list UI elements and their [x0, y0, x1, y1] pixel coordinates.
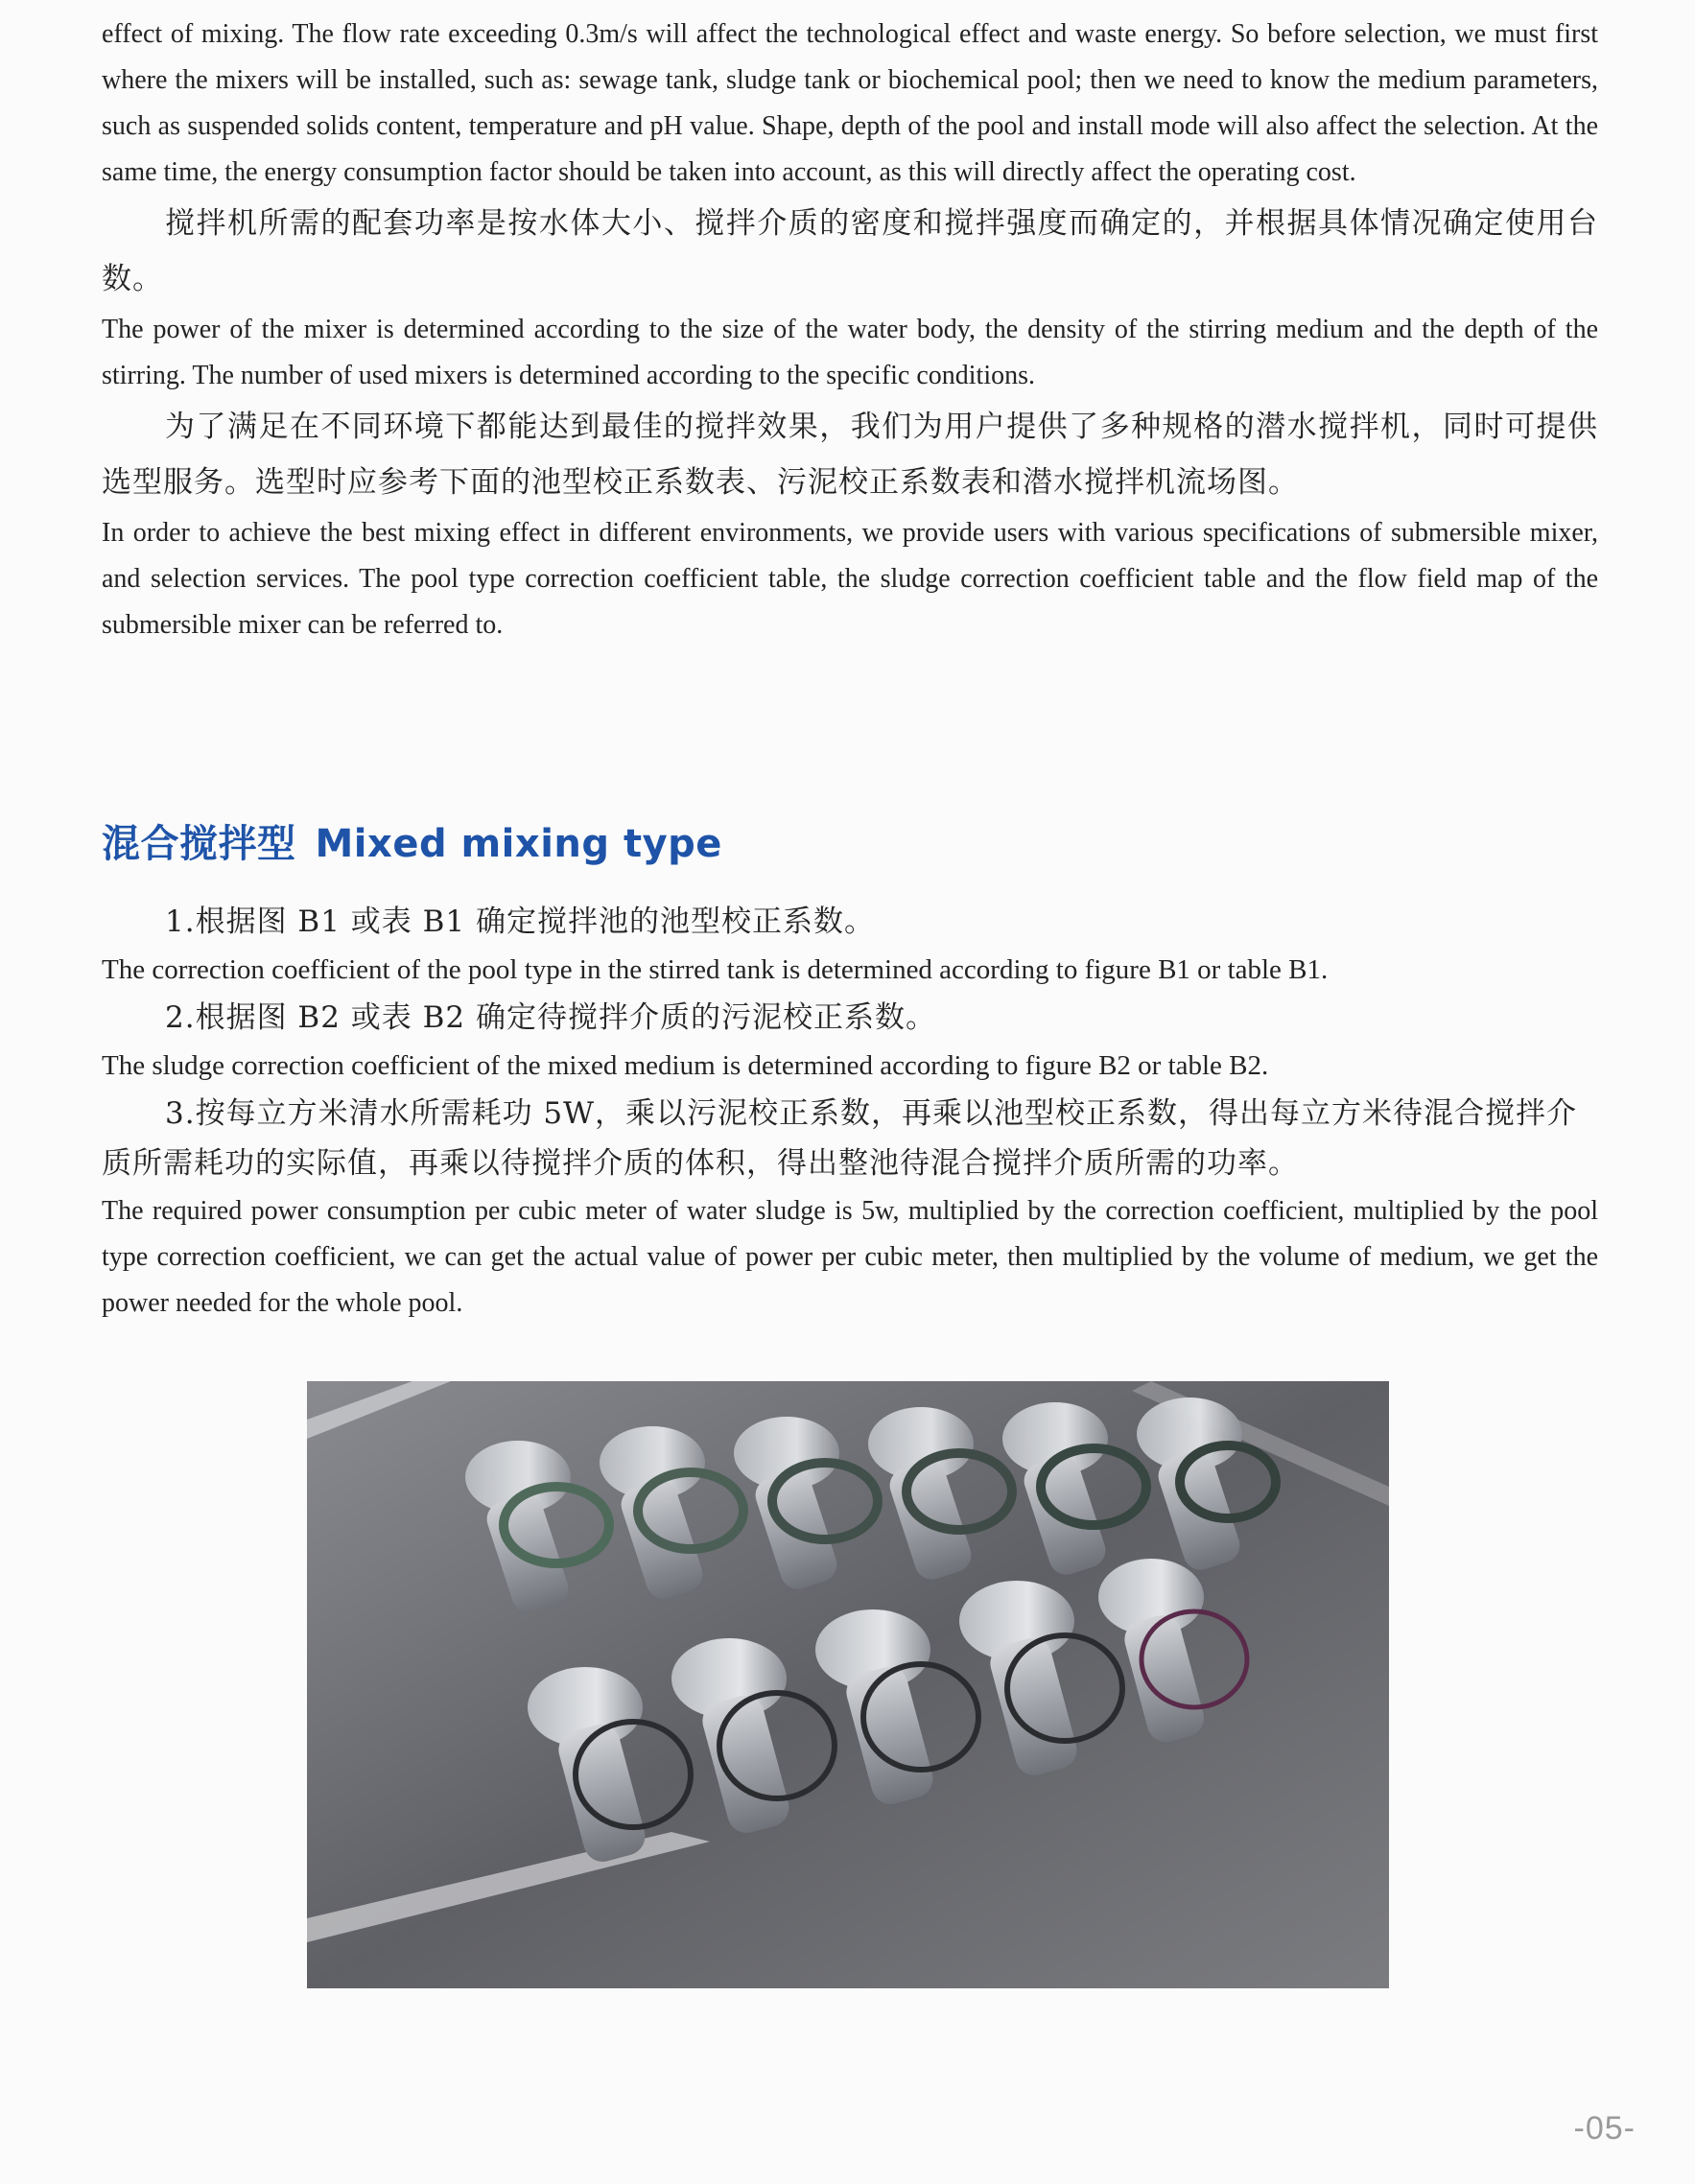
en-paragraph-2: The power of the mixer is determined according to the size of the water body, the density of the stirring medium and the depth of the stirring. The number of used mixers is determined according to the specific conditions. — [102, 315, 1598, 390]
zh-paragraph-1: 搅拌机所需的配套功率是按水体大小、搅拌介质的密度和搅拌强度而确定的，并根据具体情况确定使用台数。 — [102, 206, 1598, 296]
en-paragraph-1: effect of mixing. The flow rate exceeding 0.3m/s will affect the technological effect and waste energy. So before selection, we must first where the mixers will be installed, such as: sewage tank, sludge tank or biochemical pool; then we need to know the medium parameters, such as suspended solids content, temperature and pH value. Shape, depth of the pool and install mode will also affect the selection. At the same time, the energy consumption factor should be taken into account, as this will directly affect the operating cost. — [102, 19, 1598, 187]
mixers-photo-illustration — [307, 1381, 1389, 1988]
section-title-en: Mixed mixing type — [315, 822, 722, 866]
zh-paragraph-2: 为了满足在不同环境下都能达到最佳的搅拌效果，我们为用户提供了多种规格的潜水搅拌机，同时可提供选型服务。选型时应参考下面的池型校正系数表、污泥校正系数表和潜水搅拌机流场图。 — [102, 410, 1598, 500]
page-number: -05- — [1573, 2110, 1636, 2147]
section-text-block — [102, 897, 1598, 1327]
step-2-en: The sludge correction coefficient of the mixed medium is determined according to figure B2 or table B2. — [102, 1050, 1269, 1081]
step-1-zh: 1.根据图 B1 或表 B1 确定搅拌池的池型校正系数。 — [165, 904, 875, 939]
mixers-photo — [307, 1381, 1389, 1988]
step-2-zh: 2.根据图 B2 或表 B2 确定待搅拌介质的污泥校正系数。 — [165, 1000, 936, 1035]
en-paragraph-3: In order to achieve the best mixing effect in different environments, we provide users with various specifications of submersible mixer, and selection services. The pool type correction coefficient table, the sludge correction coefficient table and the flow field map of the submersible mixer can be referred to. — [102, 518, 1598, 640]
section-title — [102, 813, 722, 868]
top-text-block — [102, 12, 1598, 648]
section-title-zh: 混合搅拌型 — [102, 822, 296, 866]
step-3-en: The required power consumption per cubic meter of water sludge is 5w, multiplied by the correction coefficient, multiplied by the pool type correction coefficient, we can get the actual value of power per cubic meter, then multiplied by the volume of medium, we get the power needed for the whole pool. — [102, 1196, 1598, 1318]
step-1-en: The correction coefficient of the pool type in the stirred tank is determined according to figure B1 or table B1. — [102, 954, 1329, 985]
step-3-zh: 3.按每立方米清水所需耗功 5W，乘以污泥校正系数，再乘以池型校正系数，得出每立方米待混合搅拌介质所需耗功的实际值，再乘以待搅拌介质的体积，得出整池待混合搅拌介质所需的功率。 — [102, 1096, 1578, 1181]
